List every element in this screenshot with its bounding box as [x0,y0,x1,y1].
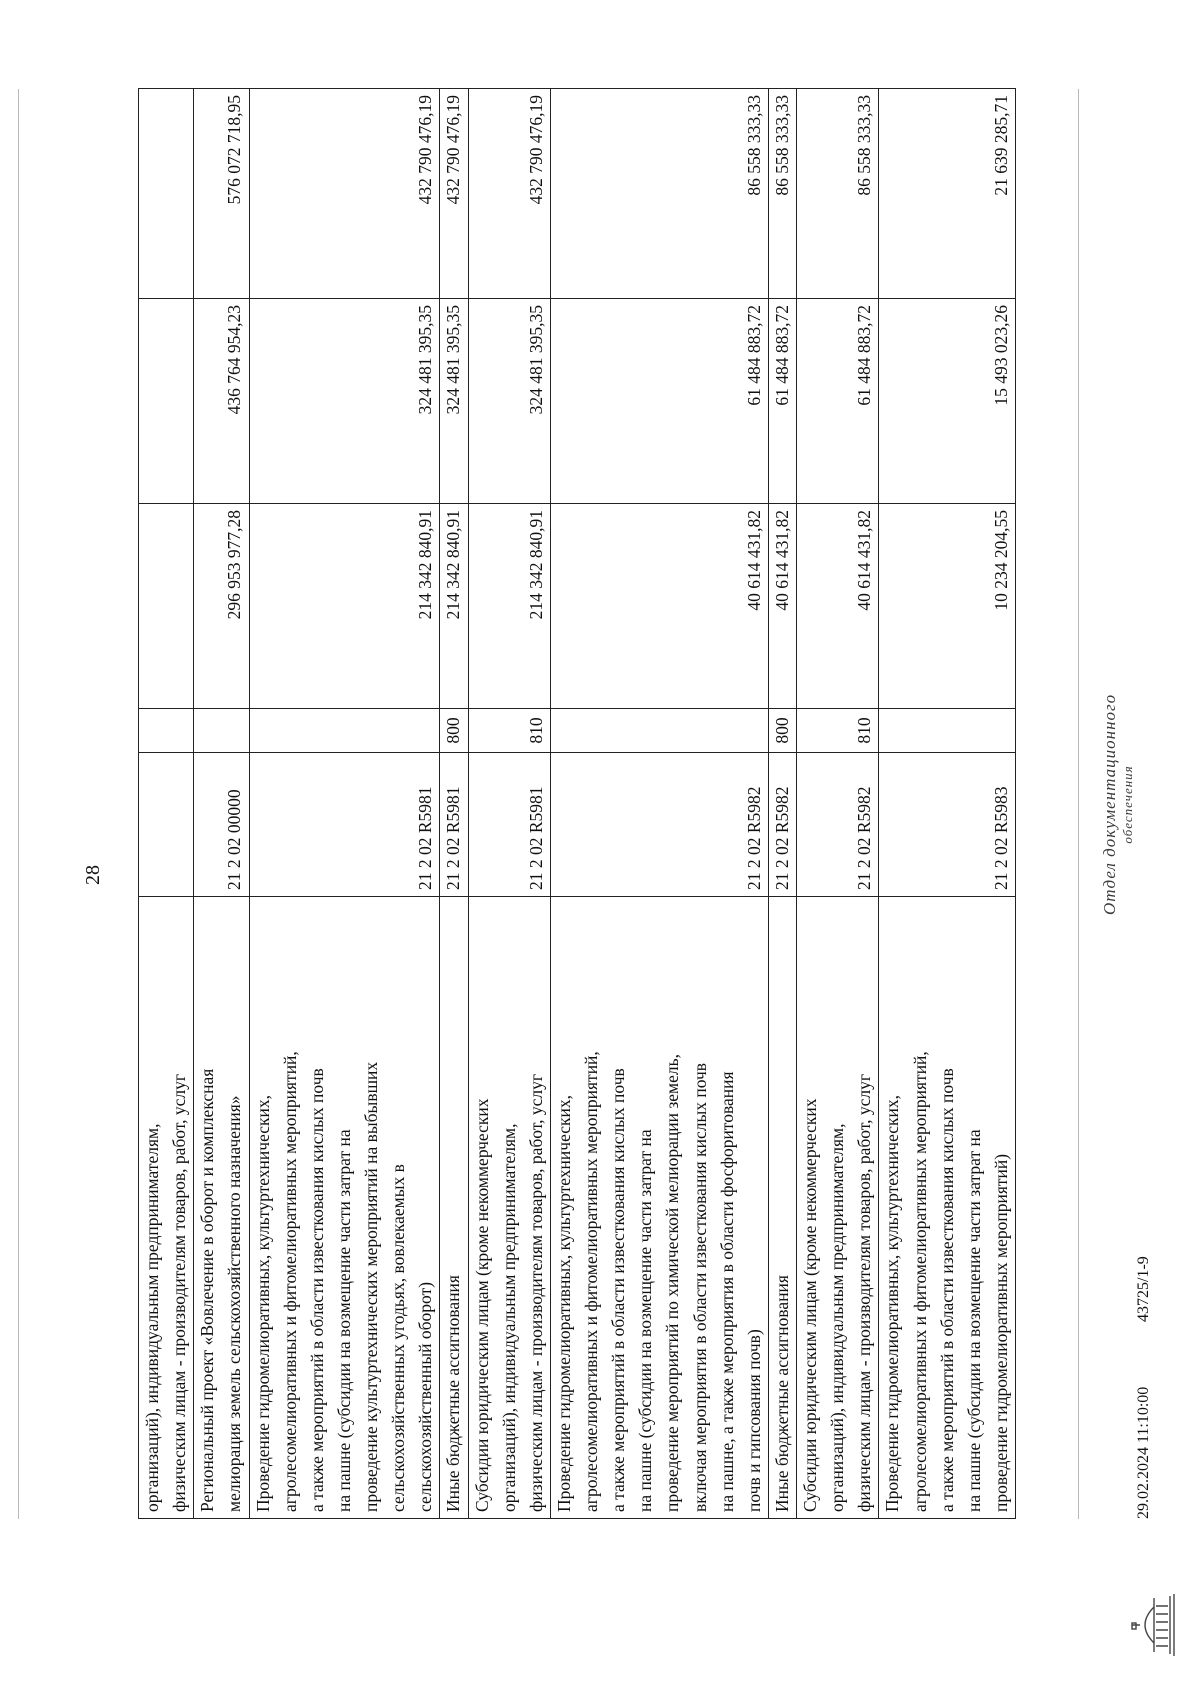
cell-expense-type: 810 [468,709,550,753]
cell-amount-year-3: 86 558 333,33 [550,89,768,299]
cell-expense-type [139,709,194,753]
cell-amount-year-3: 86 558 333,33 [797,89,879,299]
cell-amount-year-3: 432 790 476,19 [249,89,440,299]
cell-amount-year-3: 576 072 718,95 [194,89,249,299]
cell-amount-year-2: 324 481 395,35 [468,299,550,504]
cell-amount-year-3: 432 790 476,19 [468,89,550,299]
cell-amount-year-3: 86 558 333,33 [768,89,796,299]
stamp-line-2: обеспечения [1120,765,1135,844]
cell-expense-type: 800 [440,709,468,753]
table-row [194,89,249,1519]
duma-building-icon [1130,1590,1180,1660]
cell-name: Проведение гидромелиоративных, культуртехнических, агролесомелиоративных и фитомелиоративных мероприятий, а также мероприятий в области известкования кислых почв на пашне (субсидии на возмещение части затрат на проведение культуртехнических мероприятий на выбывших сельскохозяйственных угодьях, вовлекаемых в сельскохозяйственный оборот) [249,897,440,1519]
cell-expense-type [550,709,768,753]
cell-name: Иные бюджетные ассигнования [440,897,468,1519]
cell-amount-year-3: 432 790 476,19 [440,89,468,299]
cell-amount-year-1: 10 234 204,55 [879,504,1016,709]
cell-expense-type [194,709,249,753]
cell-name: Проведение гидромелиоративных, культуртехнических, агролесомелиоративных и фитомелиоративных мероприятий, а также мероприятий в области известкования кислых почв на пашне (субсидии на возмещение части затрат на проведение мероприятий по химической мелиорации земель, включая мероприятия в области известкования кислых почв на пашне, а также мероприятия в области фосфоритования почв и гипсования почв) [550,897,768,1519]
cell-amount-year-3 [139,89,194,299]
cell-name: организаций), индивидуальным предпринимателям, физическим лицам - производителям товаров, работ, услуг [139,897,194,1519]
cell-target-code: 21 2 02 R5981 [468,753,550,897]
cell-name: Проведение гидромелиоративных, культуртехнических, агролесомелиоративных и фитомелиоративных мероприятий, а также мероприятий в области известкования кислых почв на пашне (субсидии на возмещение части затрат на проведение гидромелиоративных мероприятий) [879,897,1016,1519]
cell-name: Субсидии юридическим лицам (кроме некоммерческих организаций), индивидуальным предпринимателям, физическим лицам - производителям товаров, работ, услуг [797,897,879,1519]
cell-name: Субсидии юридическим лицам (кроме некоммерческих организаций), индивидуальным предпринимателям, физическим лицам - производителям товаров, работ, услуг [468,897,550,1519]
cell-expense-type: 810 [797,709,879,753]
table-row [550,89,768,1519]
table-row [468,89,550,1519]
cell-target-code: 21 2 02 R5981 [249,753,440,897]
cell-amount-year-2: 15 493 023,26 [879,299,1016,504]
table-body [139,89,1016,1519]
cell-expense-type: 800 [768,709,796,753]
cell-amount-year-1: 214 342 840,91 [440,504,468,709]
cell-amount-year-1 [139,504,194,709]
table-row [879,89,1016,1519]
cell-expense-type [879,709,1016,753]
cell-target-code: 21 2 02 R5982 [550,753,768,897]
cell-target-code: 21 2 02 R5982 [768,753,796,897]
table-row [440,89,468,1519]
cell-amount-year-2: 61 484 883,72 [768,299,796,504]
cell-amount-year-1: 40 614 431,82 [768,504,796,709]
table-row [139,89,194,1519]
cell-amount-year-1: 40 614 431,82 [550,504,768,709]
cell-amount-year-2: 324 481 395,35 [440,299,468,504]
cell-target-code: 21 2 02 R5981 [440,753,468,897]
footer-doc-id: 43725/1-9 [1135,1256,1152,1322]
table-row [768,89,796,1519]
cell-amount-year-2: 61 484 883,72 [797,299,879,504]
stamp-line-1: Отдел документационного [1100,693,1119,915]
cell-name: Региональный проект «Вовлечение в оборот и комплексная мелиорация земель сельскохозяйственного назначения» [194,897,249,1519]
scan-artifact-line [18,89,19,1519]
cell-name: Иные бюджетные ассигнования [768,897,796,1519]
budget-table [138,88,1016,1519]
cell-target-code: 21 2 02 00000 [194,753,249,897]
page-number: 28 [82,865,104,885]
cell-amount-year-2 [139,299,194,504]
cell-amount-year-1: 214 342 840,91 [249,504,440,709]
cell-target-code: 21 2 02 R5983 [879,753,1016,897]
cell-expense-type [249,709,440,753]
cell-amount-year-1: 296 953 977,28 [194,504,249,709]
cell-amount-year-1: 214 342 840,91 [468,504,550,709]
cell-amount-year-1: 40 614 431,82 [797,504,879,709]
cell-amount-year-3: 21 639 285,71 [879,89,1016,299]
cell-target-code: 21 2 02 R5982 [797,753,879,897]
table-row [797,89,879,1519]
cell-amount-year-2: 61 484 883,72 [550,299,768,504]
cell-amount-year-2: 324 481 395,35 [249,299,440,504]
footer-date: 29.02.2024 11:10:00 [1135,1386,1152,1519]
cell-target-code [139,753,194,897]
cell-amount-year-2: 436 764 954,23 [194,299,249,504]
department-stamp [1100,694,1136,915]
scan-artifact-line [1078,89,1079,1519]
table-row [249,89,440,1519]
